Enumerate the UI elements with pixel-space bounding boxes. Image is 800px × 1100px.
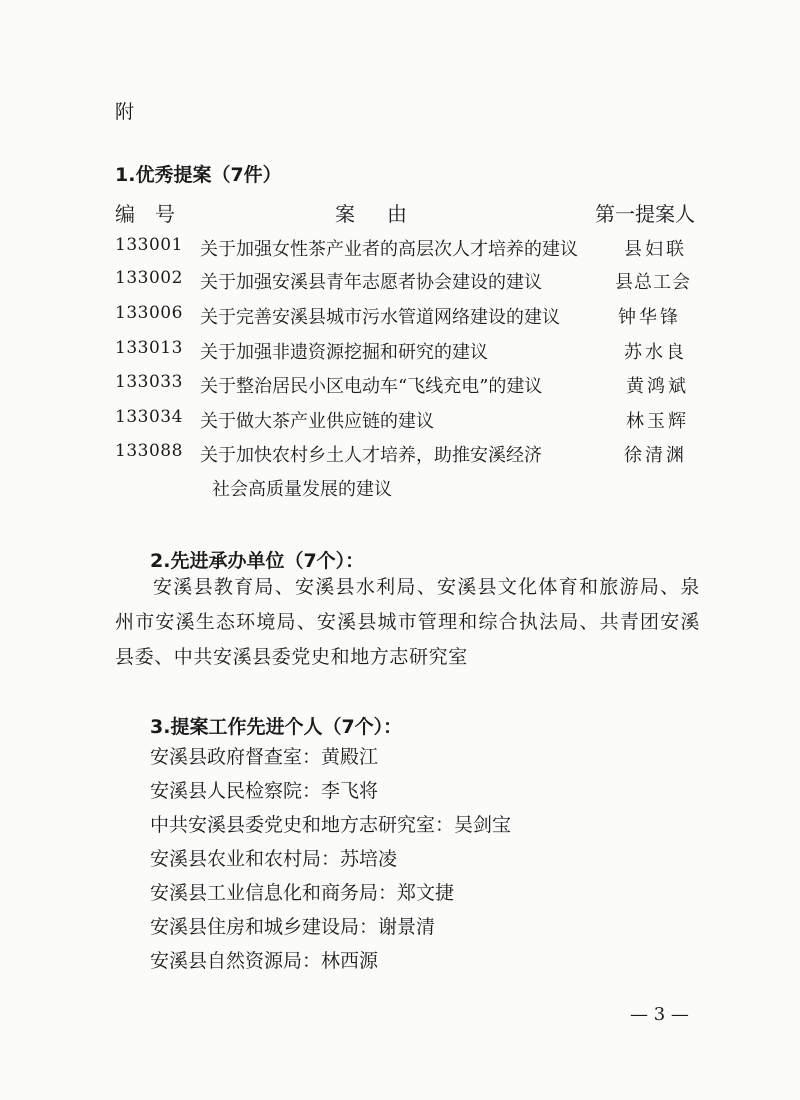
proposal-title: 关于做大茶产业供应链的建议 <box>200 411 434 432</box>
proposal-title: 关于加强非遗资源挖掘和研究的建议 <box>200 342 488 363</box>
table-row <box>0 235 800 269</box>
proposal-title: 关于加强女性茶产业者的高层次人才培养的建议 <box>200 239 578 260</box>
list-item: 安溪县自然资源局：林西源 <box>150 950 379 972</box>
list-item: 安溪县工业信息化和商务局：郑文捷 <box>150 882 455 904</box>
table-row <box>0 268 800 302</box>
list-item: 安溪县政府督查室：黄殿江 <box>150 746 379 768</box>
column-header-code: 编 号 <box>115 202 175 226</box>
proposal-proposer: 钟华锋 <box>618 307 681 328</box>
proposal-title: 关于加快农村乡土人才培养，助推安溪经济 <box>200 445 542 466</box>
proposal-proposer: 苏水良 <box>624 342 687 363</box>
proposal-proposer: 徐清渊 <box>624 445 687 466</box>
proposal-code: 133034 <box>115 407 183 427</box>
proposal-proposer: 县总工会 <box>615 272 691 293</box>
proposal-title: 关于整治居民小区电动车“飞线充电”的建议 <box>200 376 543 397</box>
table-row <box>0 407 800 441</box>
proposal-title: 关于加强安溪县青年志愿者协会建设的建议 <box>200 272 542 293</box>
list-item: 安溪县人民检察院：李飞将 <box>150 780 379 802</box>
table-row <box>0 303 800 337</box>
proposal-code: 133002 <box>115 268 183 288</box>
section1-heading: 1.优秀提案（7件） <box>115 164 282 186</box>
list-item: 中共安溪县委党史和地方志研究室：吴剑宝 <box>150 814 512 836</box>
proposal-proposer: 林玉辉 <box>626 411 689 432</box>
proposal-title-continued: 社会高质量发展的建议 <box>212 479 392 500</box>
table-row <box>0 372 800 406</box>
advanced-individuals-list <box>150 742 511 980</box>
proposal-code: 133033 <box>115 372 183 392</box>
attachment-label: 附 <box>115 101 135 123</box>
column-header-title: 案 由 <box>335 202 413 226</box>
list-item: 安溪县农业和农村局：苏培凌 <box>150 848 398 870</box>
proposal-code: 133088 <box>115 441 183 461</box>
proposal-title: 关于完善安溪县城市污水管道网络建设的建议 <box>200 307 560 328</box>
list-item: 安溪县住房和城乡建设局：谢景清 <box>150 916 436 938</box>
section2-heading: 2.先进承办单位（7个）： <box>150 550 365 572</box>
proposal-code: 133001 <box>115 235 183 255</box>
section2-units-paragraph: 安溪县教育局、安溪县水利局、安溪县文化体育和旅游局、泉州市安溪生态环境局、安溪县城市管理和综合执法局、共青团安溪县委、中共安溪县委党史和地方志研究室 <box>115 576 700 668</box>
proposal-code: 133006 <box>115 303 183 323</box>
proposal-proposer: 县妇联 <box>624 239 687 260</box>
table-row <box>0 338 800 372</box>
section3-heading: 3.提案工作先进个人（7个）： <box>150 716 403 738</box>
column-header-proposer: 第一提案人 <box>595 202 695 226</box>
page-number: — 3 — <box>630 1004 689 1025</box>
proposal-proposer: 黄鸿斌 <box>626 376 689 397</box>
proposal-code: 133013 <box>115 338 183 358</box>
table-row <box>0 441 800 511</box>
